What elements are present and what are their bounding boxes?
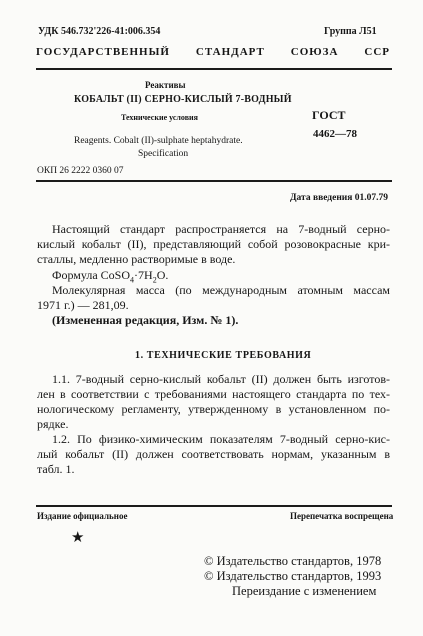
molar-mass-line-1: Молекулярная масса (по международным атомным массам <box>52 283 390 297</box>
section-line-3: нологическому регламенту, утвержденному в установленном по- <box>37 402 390 416</box>
header-rule <box>36 68 392 70</box>
gost-label: ГОСТ <box>312 108 346 122</box>
reprint-prohibited-label: Перепечатка воспрещена <box>290 511 394 521</box>
english-title-line2: Specification <box>138 149 189 159</box>
formula-text-a: Формула CoSO <box>52 268 131 282</box>
section-line-5: 1.2. По физико-химическим показателям 7-водный серно-кис- <box>52 432 390 446</box>
star-icon: ★ <box>71 530 85 546</box>
english-title-line1: Reagents. Cobalt (II)-sulphate heptahydrate. <box>74 136 243 146</box>
formula-text-b: ·7H <box>134 268 153 282</box>
effective-date: Дата введения 01.07.79 <box>290 193 389 203</box>
section-heading: 1. ТЕХНИЧЕСКИЕ ТРЕБОВАНИЯ <box>135 350 312 361</box>
section-line-2: лен в соответствии с требованиями настоящего стандарта по тех- <box>37 387 390 401</box>
udk-code: УДК 546.732'226-41:006.354 <box>38 26 161 37</box>
group-code: Группа Л51 <box>324 26 377 37</box>
intro-line-1: Настоящий стандарт распространяется на 7-водный серно- <box>52 222 390 236</box>
formula-sub-1: 4 <box>130 275 135 285</box>
standard-subtitle: Технические условия <box>121 113 198 122</box>
amendment-note: (Измененная редакция, Изм. № 1). <box>52 313 239 327</box>
copyright-1978: © Издательство стандартов, 1978 <box>204 554 382 568</box>
chemical-formula <box>52 268 168 284</box>
official-edition-label: Издание официальное <box>37 511 128 521</box>
state-standard-banner: ГОСУДАРСТВЕННЫЙ СТАНДАРТ СОЮЗА ССР <box>36 46 390 58</box>
formula-sub-2: 2 <box>152 275 157 285</box>
footer-rule <box>36 505 392 507</box>
intro-line-3: сталлы, медленно растворимые в воде. <box>37 252 236 266</box>
section-line-6: лый кобальт (II) должен соответствовать нормам, указанным в <box>37 447 390 461</box>
section-line-1: 1.1. 7-водный серно-кислый кобальт (II) должен быть изготов- <box>52 372 390 386</box>
gost-number: 4462—78 <box>313 128 357 140</box>
molar-mass-line-2: 1971 г.) — 281,09. <box>37 298 129 312</box>
reissue-note: Переиздание с изменением <box>232 584 377 598</box>
standard-title: КОБАЛЬТ (II) СЕРНО-КИСЛЫЙ 7-ВОДНЫЙ <box>74 94 292 105</box>
section-line-7: табл. 1. <box>37 462 75 476</box>
title-rule <box>36 180 392 182</box>
section-line-4: рядке. <box>37 417 69 431</box>
okp-code: ОКП 26 2222 0360 07 <box>37 166 124 176</box>
formula-text-c: O. <box>156 268 169 282</box>
category-label: Реактивы <box>145 80 186 90</box>
intro-line-2: кислый кобальт (II), представляющий собой розовокрасные кри- <box>37 237 390 251</box>
copyright-1993: © Издательство стандартов, 1993 <box>204 569 382 583</box>
